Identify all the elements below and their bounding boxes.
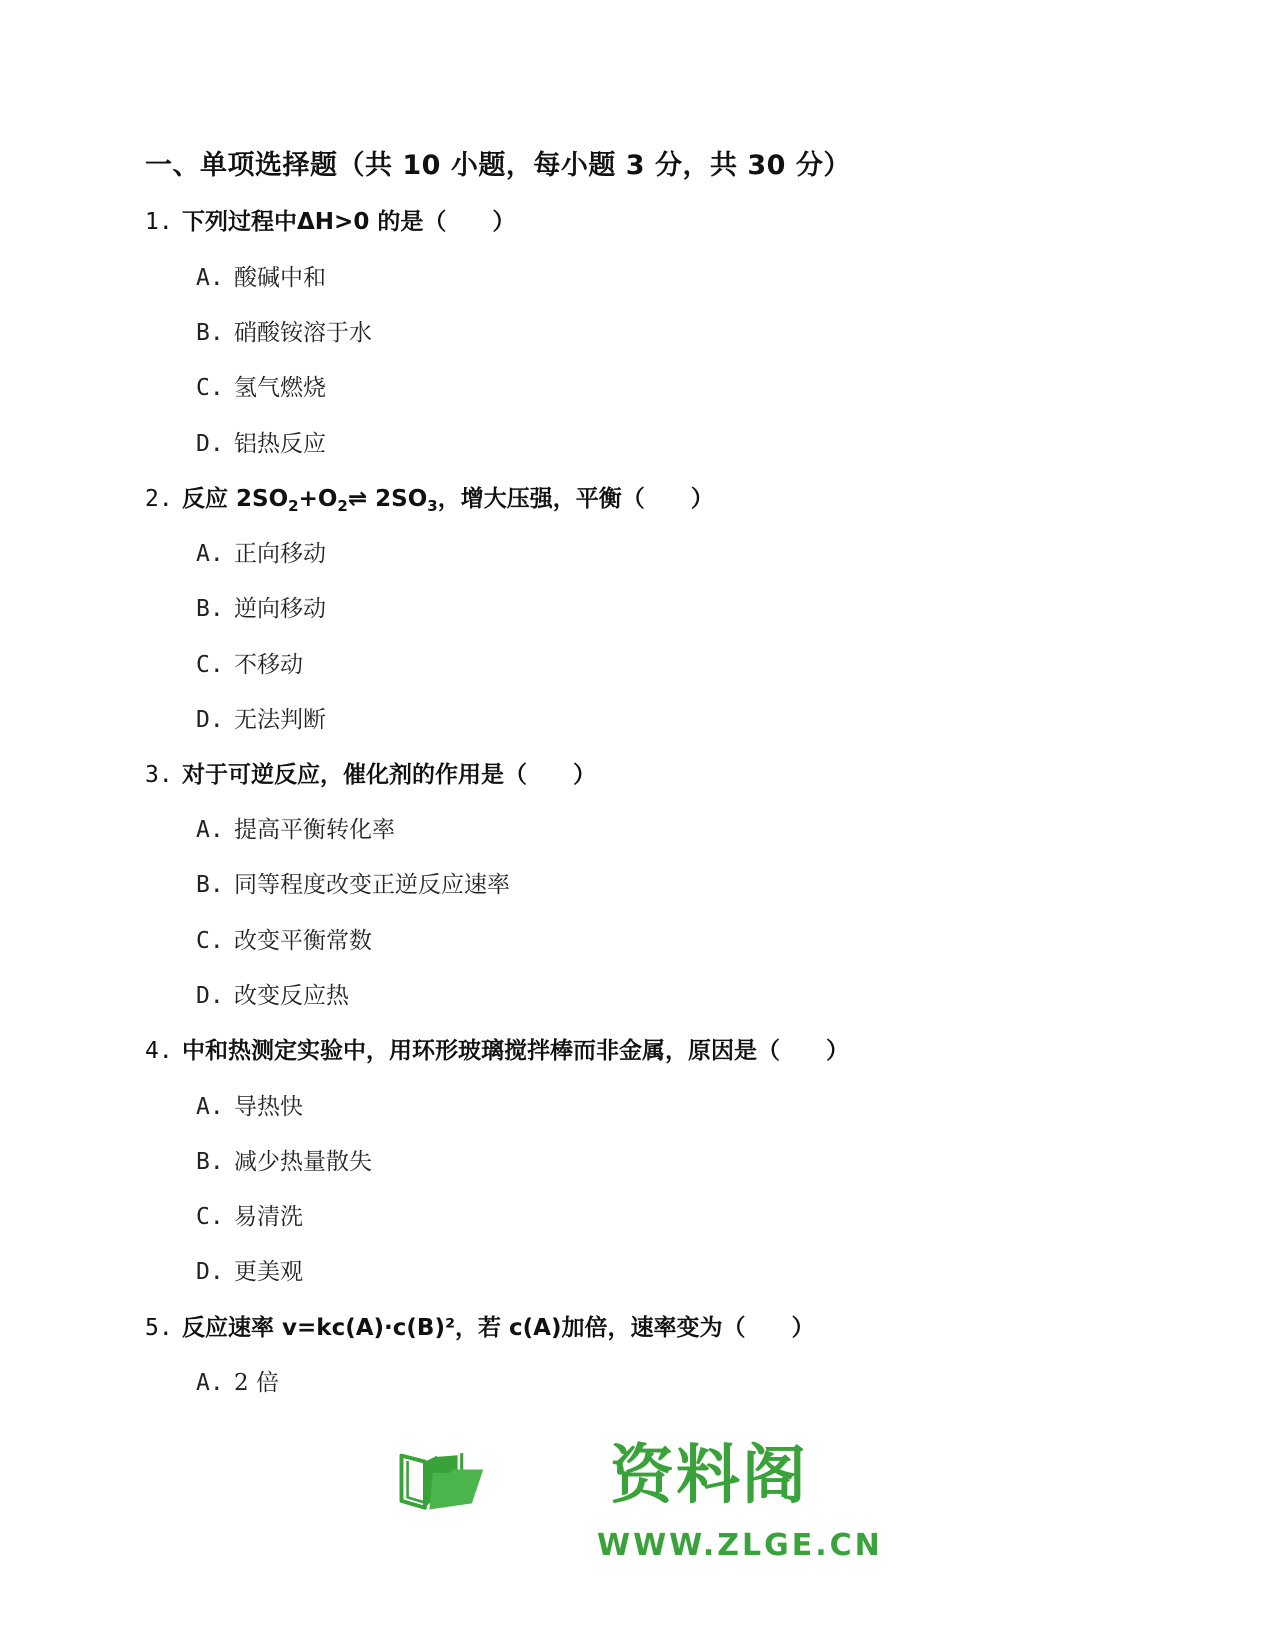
option-text: 逆向移动 bbox=[234, 596, 326, 622]
option-letter: C. bbox=[196, 652, 224, 678]
option-2d[interactable] bbox=[196, 701, 326, 734]
logo-url: WWW.ZLGE.CN bbox=[597, 1528, 883, 1563]
option-letter: B. bbox=[196, 320, 224, 346]
book-logo-icon bbox=[398, 1418, 598, 1558]
option-letter: D. bbox=[196, 431, 224, 457]
question-number: 5. bbox=[145, 1315, 173, 1341]
question-text: 反应速率 v=kc(A)·c(B)²，若 c(A)加倍，速率变为（ ） bbox=[182, 1315, 815, 1341]
option-letter: B. bbox=[196, 596, 224, 622]
option-text: 硝酸铵溶于水 bbox=[234, 320, 372, 346]
section-title: 一、单项选择题（共 10 小题，每小题 3 分，共 30 分） bbox=[145, 150, 851, 181]
option-letter: A. bbox=[196, 817, 224, 843]
option-text: 同等程度改变正逆反应速率 bbox=[234, 872, 510, 898]
option-text: 不移动 bbox=[234, 652, 303, 678]
question-1 bbox=[145, 203, 515, 236]
question-text-part: ，增大压强，平衡（ ） bbox=[437, 486, 714, 512]
question-number: 4. bbox=[145, 1038, 173, 1064]
question-number: 2. bbox=[145, 486, 173, 512]
question-4 bbox=[145, 1032, 849, 1065]
option-text: 易清洗 bbox=[234, 1204, 303, 1230]
option-letter: C. bbox=[196, 375, 224, 401]
question-number: 3. bbox=[145, 762, 173, 788]
option-3b[interactable] bbox=[196, 866, 510, 899]
option-3c[interactable] bbox=[196, 922, 372, 955]
option-letter: B. bbox=[196, 872, 224, 898]
option-text: 无法判断 bbox=[234, 707, 326, 733]
option-4d[interactable] bbox=[196, 1253, 303, 1286]
logo-name: 资料阁 bbox=[610, 1439, 808, 1513]
option-1d[interactable] bbox=[196, 425, 326, 458]
option-3a[interactable] bbox=[196, 811, 395, 844]
option-letter: A. bbox=[196, 265, 224, 291]
option-letter: B. bbox=[196, 1149, 224, 1175]
option-text: 导热快 bbox=[234, 1094, 303, 1120]
question-text-part: ⇌ 2SO bbox=[347, 486, 428, 512]
option-letter: D. bbox=[196, 983, 224, 1009]
option-letter: A. bbox=[196, 1094, 224, 1120]
option-text: 铝热反应 bbox=[234, 431, 326, 457]
option-letter: A. bbox=[196, 541, 224, 567]
option-2a[interactable] bbox=[196, 535, 326, 568]
option-letter: D. bbox=[196, 1259, 224, 1285]
option-1a[interactable] bbox=[196, 259, 326, 292]
question-text: 中和热测定实验中，用环形玻璃搅拌棒而非金属，原因是（ ） bbox=[182, 1038, 849, 1064]
option-text: 提高平衡转化率 bbox=[234, 817, 395, 843]
subscript: 3 bbox=[427, 497, 438, 515]
option-text: 酸碱中和 bbox=[234, 265, 326, 291]
question-text: 对于可逆反应，催化剂的作用是（ ） bbox=[182, 762, 596, 788]
question-number: 1. bbox=[145, 209, 173, 235]
option-text: 氢气燃烧 bbox=[234, 375, 326, 401]
option-text: 减少热量散失 bbox=[234, 1149, 372, 1175]
question-3 bbox=[145, 756, 596, 789]
option-letter: C. bbox=[196, 1204, 224, 1230]
option-text: 2 倍 bbox=[234, 1370, 279, 1396]
subscript: 2 bbox=[337, 497, 348, 515]
option-text: 正向移动 bbox=[234, 541, 326, 567]
question-text-part: 反应 2SO bbox=[182, 486, 289, 512]
option-4c[interactable] bbox=[196, 1198, 303, 1231]
option-4a[interactable] bbox=[196, 1088, 303, 1121]
option-text: 改变平衡常数 bbox=[234, 928, 372, 954]
option-4b[interactable] bbox=[196, 1143, 372, 1176]
option-2c[interactable] bbox=[196, 646, 303, 679]
option-text: 更美观 bbox=[234, 1259, 303, 1285]
question-text: 下列过程中ΔH>0 的是（ ） bbox=[182, 209, 516, 235]
option-letter: C. bbox=[196, 928, 224, 954]
option-2b[interactable] bbox=[196, 590, 326, 623]
option-letter: D. bbox=[196, 707, 224, 733]
question-5 bbox=[145, 1309, 815, 1342]
question-text-part: +O bbox=[298, 486, 338, 512]
option-5a[interactable] bbox=[196, 1364, 279, 1397]
option-1b[interactable] bbox=[196, 314, 372, 347]
question-2 bbox=[145, 480, 714, 515]
option-letter: A. bbox=[196, 1370, 224, 1396]
option-text: 改变反应热 bbox=[234, 983, 349, 1009]
option-1c[interactable] bbox=[196, 369, 326, 402]
subscript: 2 bbox=[288, 497, 299, 515]
option-3d[interactable] bbox=[196, 977, 349, 1010]
